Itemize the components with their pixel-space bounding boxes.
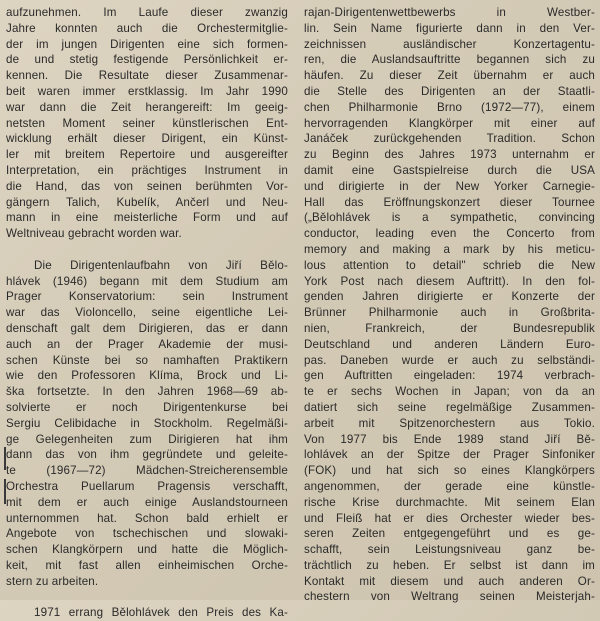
left-text-column <box>6 5 288 621</box>
text-line: memory and making a mark by his meticu- <box>304 242 595 256</box>
text-line: dann das von ihm gegründete und geleite- <box>6 448 288 462</box>
text-line: Kontakt mit diesem und auch anderen Or- <box>304 574 595 588</box>
text-line: York Post nach diesem Auftritt). In den fol- <box>304 274 595 288</box>
text-line: unternommen hat. Schon bald erhielt er <box>6 511 288 525</box>
text-line: hervorragenden Klangkörper mit einer auf <box>304 116 595 130</box>
text-line: seren Zeiten entgegengeführt und es ge- <box>304 527 595 541</box>
text-line: Angebote von tschechischen und slowaki- <box>6 527 288 541</box>
text-line: angenommen, der gerade eine künstle- <box>304 479 595 493</box>
text-line: (FOK) und hat sich so eines Klangkörpers <box>304 464 595 478</box>
text-line: netsten Moment seiner künstlerischen Ent- <box>6 116 288 130</box>
text-line: te (1967—72) Mädchen-Streicherensemble <box>6 464 288 478</box>
paragraph <box>6 258 288 590</box>
text-line: Janáček zurückgehenden Tradition. Schon <box>304 132 595 146</box>
text-line: lous attention to detail" schrieb die New <box>304 258 595 272</box>
text-line: beit waren immer erstklassig. Im Jahr 1990 <box>6 84 288 98</box>
text-line: war das Violoncello, seine eigentliche Lei- <box>6 306 288 320</box>
text-line: gängern Talich, Kubelík, Ančerl und Neu- <box>6 195 288 209</box>
text-line: damit eine Gastspielreise durch die USA <box>304 163 595 177</box>
text-line: pas. Daneben wurde er auch zu selbständi- <box>304 353 595 367</box>
text-line: Brünner Philharmonie auch in Großbrita- <box>304 306 595 320</box>
text-line: schafft, sein Leistungsniveau ganz be- <box>304 543 595 557</box>
text-line: war dann die Zeit herangereift: Im geeig- <box>6 100 288 114</box>
text-line: ška fortsetzte. In den Jahren 1968—69 ab- <box>6 385 288 399</box>
text-line: trächtlich zu heben. Er selbst ist dann im <box>304 558 595 572</box>
paragraph <box>6 605 288 621</box>
text-line: zeichnissen ausländischer Konzertagentu- <box>304 37 595 51</box>
text-line: wie den Professoren Klíma, Brock und Li- <box>6 369 288 383</box>
paragraph <box>304 5 595 605</box>
text-line: keit, mit fast allen einheimischen Orche- <box>6 558 288 572</box>
text-line: Prager Konservatorium: sein Instrument <box>6 290 288 304</box>
text-line: schen Künste bei so namhaften Praktikern <box>6 353 288 367</box>
text-line: ge Gelegenheiten zum Dirigieren hat ihm <box>6 432 288 446</box>
text-line: kennen. Die Resultate dieser Zusammenar- <box>6 69 288 83</box>
text-line: lin. Sein Name figurierte dann in den Ver- <box>304 21 595 35</box>
text-line: Von 1977 bis Ende 1989 stand Jiří Bě- <box>304 432 595 446</box>
text-line: solvierte er noch Dirigentenkurse bei <box>6 400 288 414</box>
margin-bar-mark <box>4 447 6 470</box>
text-line: Hall das Eröffnungskonzert dieser Tournee <box>304 195 595 209</box>
text-line: Die Dirigentenlaufbahn von Jiří Bělo- <box>34 258 288 272</box>
text-line: die Stelle des Dirigenten an der Staatli- <box>304 84 595 98</box>
text-line: rische Krise durchmachte. Mit seinem Elan <box>304 495 595 509</box>
text-line: chen Philharmonie Brno (1972—77), einem <box>304 100 595 114</box>
text-line: häufen. Zu dieser Zeit übernahm er auch <box>304 69 595 83</box>
text-line: lohlávek an der Spitze der Prager Sinfoniker <box>304 448 595 462</box>
text-line: und Fleiß hat er dies Orchester wieder bes- <box>304 511 595 525</box>
text-line: chestern von Weltrang seinen Meisterjah- <box>304 590 595 604</box>
text-line: denschaft galt dem Dirigieren, das er dann <box>6 321 288 335</box>
text-line: nien, Frankreich, der Bundesrepublik <box>304 321 595 335</box>
text-line: stern zu arbeiten. <box>6 574 99 588</box>
text-line: gen Auftritten eingeladen: 1974 verbrach- <box>304 369 595 383</box>
right-text-column <box>304 5 595 605</box>
text-line: auch an der Prager Akademie der musi- <box>6 337 288 351</box>
text-line: 1971 errang Bělohlávek den Preis des Ka- <box>34 606 288 620</box>
text-line: Deutschland und anderen Ländern Euro- <box>304 337 595 351</box>
text-line: der im jungen Dirigenten eine sich formen- <box>6 37 288 51</box>
text-line: („Bělohlávek is a sympathetic, convincing <box>304 211 595 225</box>
text-line: arbeit mit Spitzenorchestern aus Tokio. <box>304 416 595 430</box>
text-line: mann in eine meisterliche Form und auf <box>6 211 288 225</box>
text-line: Sergiu Celibidache in Stockholm. Regelmäßi- <box>6 416 288 430</box>
text-line: datiert sich seine regelmäßige Zusammen- <box>304 400 595 414</box>
text-line: und dirigierte in der New Yorker Carnegie- <box>304 179 595 193</box>
text-line: aufzunehmen. Im Laufe dieser zwanzig <box>6 6 288 19</box>
text-line: rajan-Dirigentenwettbewerbs in Westber- <box>304 6 595 19</box>
text-line: Orchestra Puellarum Pragensis verschafft, <box>6 479 288 493</box>
text-line: Jahre konnten auch die Orchestermitglie- <box>6 21 288 35</box>
text-line: genden Jahren dirigierte er Konzerte der <box>304 290 595 304</box>
text-line: mit dem er auch einige Auslandstourneen <box>6 495 288 509</box>
paragraph-gap <box>6 589 288 605</box>
margin-bar-mark <box>4 479 6 504</box>
text-line: ler mit breitem Repertoire und ausgereifter <box>6 148 288 162</box>
text-line: hlávek (1946) begann mit dem Studium am <box>6 274 288 288</box>
text-line: conductor, leading even the Concerto from <box>304 227 595 241</box>
text-line: schen Klangkörpern und hatte die Möglich- <box>6 543 288 557</box>
text-line: ren, die Auslandsauftritte begannen sich zu <box>304 53 595 67</box>
text-line: wicklung erhält dieser Dirigent, ein Künst- <box>6 132 288 146</box>
text-line: de und stetig festigende Persönlichkeit er- <box>6 53 288 67</box>
text-line: zu Beginn des Jahres 1973 unternahm er <box>304 148 595 162</box>
text-line: die Hand, das von seinen berühmten Vor- <box>6 179 288 193</box>
paragraph-gap <box>6 242 288 258</box>
text-line: Interpretation, ein prächtiges Instrument in <box>6 163 288 177</box>
paragraph <box>6 5 288 242</box>
text-line: te er sechs Wochen in Japan; von da an <box>304 385 595 399</box>
text-line: Weltniveau gebracht worden war. <box>6 227 182 241</box>
